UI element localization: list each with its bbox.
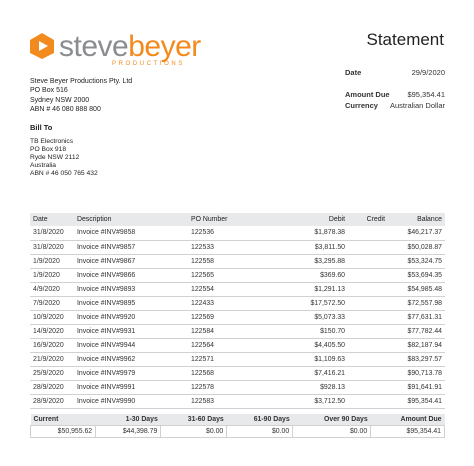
cell-balance: $54,985.48	[388, 282, 445, 296]
table-row	[30, 268, 445, 282]
cell-debit: $928.13	[270, 380, 348, 394]
logo-word-grey: steve	[59, 30, 129, 63]
cell-description: Invoice #INV#9979	[74, 366, 188, 380]
cell-date: 25/9/2020	[30, 366, 74, 380]
cell-po-number: 122536	[188, 226, 270, 240]
meta-amount-due-value: $95,354.41	[407, 90, 445, 99]
cell-balance: $83,297.57	[388, 352, 445, 366]
aging-header-cell: 31-60 Days	[161, 414, 227, 425]
table-row	[30, 366, 445, 380]
meta-currency-label: Currency	[345, 101, 378, 110]
cell-credit	[348, 394, 388, 408]
cell-date: 28/9/2020	[30, 380, 74, 394]
cell-balance: $90,713.78	[388, 366, 445, 380]
cell-po-number: 122569	[188, 310, 270, 324]
cell-date: 16/9/2020	[30, 338, 74, 352]
cell-date: 1/9/2020	[30, 268, 74, 282]
sender-address-line: Steve Beyer Productions Pty. Ltd	[30, 78, 133, 85]
logo-wordmark	[59, 30, 201, 64]
cell-description: Invoice #INV#9895	[74, 296, 188, 310]
cell-credit	[348, 268, 388, 282]
bill-to-heading: Bill To	[30, 123, 53, 132]
cell-po-number: 122554	[188, 282, 270, 296]
cell-po-number: 122568	[188, 366, 270, 380]
cell-credit	[348, 310, 388, 324]
table-row	[30, 324, 445, 338]
bill-to-line: Australia	[30, 162, 57, 169]
transactions-header-row	[30, 213, 445, 226]
meta-date-row	[345, 67, 445, 78]
aging-header-cell: Amount Due	[371, 414, 445, 425]
aging-summary-table	[30, 414, 445, 438]
cell-po-number: 122558	[188, 254, 270, 268]
cell-balance: $50,028.87	[388, 240, 445, 254]
col-header-balance: Balance	[388, 213, 445, 226]
company-logo	[28, 30, 201, 74]
cell-balance: $82,187.94	[388, 338, 445, 352]
transactions-body	[30, 226, 445, 408]
table-row	[30, 380, 445, 394]
cell-description: Invoice #INV#9931	[74, 324, 188, 338]
col-header-date: Date	[30, 213, 74, 226]
cell-description: Invoice #INV#9944	[74, 338, 188, 352]
table-row	[30, 352, 445, 366]
meta-currency-value: Australian Dollar	[389, 101, 445, 110]
aging-value-cell: $44,398.79	[96, 425, 161, 437]
table-row	[30, 240, 445, 254]
cell-balance: $95,354.41	[388, 394, 445, 408]
cell-po-number: 122584	[188, 324, 270, 338]
cell-date: 7/9/2020	[30, 296, 74, 310]
meta-amount-due-label: Amount Due	[345, 90, 390, 99]
aging-values-row	[31, 425, 445, 437]
bill-to-address	[30, 138, 98, 178]
cell-po-number: 122578	[188, 380, 270, 394]
cell-po-number: 122564	[188, 338, 270, 352]
cell-description: Invoice #INV#9858	[74, 226, 188, 240]
cell-po-number: 122433	[188, 296, 270, 310]
cell-description: Invoice #INV#9991	[74, 380, 188, 394]
sender-address	[30, 77, 132, 114]
aging-value-cell: $95,354.41	[371, 425, 445, 437]
meta-date-value: 29/9/2020	[411, 68, 445, 77]
col-header-description: Description	[74, 213, 188, 226]
cell-debit: $17,572.50	[270, 296, 348, 310]
cell-date: 14/9/2020	[30, 324, 74, 338]
cell-date: 31/8/2020	[30, 240, 74, 254]
cell-date: 31/8/2020	[30, 226, 74, 240]
logo-word-orange: beyer	[128, 30, 201, 63]
cell-credit	[348, 240, 388, 254]
aging-value-cell: $0.00	[227, 425, 293, 437]
page-title: Statement	[366, 30, 444, 49]
meta-date-label: Date	[345, 68, 362, 77]
sender-address-line: ABN # 46 080 888 800	[30, 105, 101, 113]
aging-header-row	[31, 414, 445, 425]
col-header-debit: Debit	[270, 213, 348, 226]
meta-amount-due-row	[345, 89, 445, 100]
aging-value-cell: $50,955.62	[31, 425, 96, 437]
cell-credit	[348, 254, 388, 268]
cell-po-number: 122565	[188, 268, 270, 282]
statement-meta	[345, 67, 445, 111]
cell-balance: $53,694.35	[388, 268, 445, 282]
cell-credit	[348, 338, 388, 352]
cell-description: Invoice #INV#9857	[74, 240, 188, 254]
logo-subtitle: PRODUCTIONS	[112, 61, 185, 67]
bill-to-line: TB Electronics	[30, 138, 74, 145]
cell-debit: $7,416.21	[270, 366, 348, 380]
table-row	[30, 254, 445, 268]
table-row	[30, 310, 445, 324]
cell-date: 4/9/2020	[30, 282, 74, 296]
cell-credit	[348, 296, 388, 310]
col-header-po-number: PO Number	[188, 213, 270, 226]
table-row	[30, 282, 445, 296]
cell-debit: $1,878.38	[270, 226, 348, 240]
bill-to-line: PO Box 918	[30, 146, 67, 153]
cell-po-number: 122571	[188, 352, 270, 366]
cell-balance: $77,631.31	[388, 310, 445, 324]
cell-debit: $3,712.50	[270, 394, 348, 408]
aging-header-cell: 1-30 Days	[96, 414, 161, 425]
cell-balance: $46,217.37	[388, 226, 445, 240]
transactions-table	[30, 213, 445, 409]
cell-debit: $3,295.88	[270, 254, 348, 268]
cell-debit: $1,291.13	[270, 282, 348, 296]
aging-value-cell: $0.00	[161, 425, 227, 437]
cell-balance: $53,324.75	[388, 254, 445, 268]
cell-debit: $5,073.33	[270, 310, 348, 324]
bill-to-line: Ryde NSW 2112	[30, 154, 80, 161]
cell-credit	[348, 226, 388, 240]
cell-date: 1/9/2020	[30, 254, 74, 268]
aging-header-cell: Current	[31, 414, 96, 425]
meta-currency-row	[345, 100, 445, 111]
cell-po-number: 122583	[188, 394, 270, 408]
table-row	[30, 338, 445, 352]
aging-value-cell: $0.00	[293, 425, 371, 437]
cell-date: 21/9/2020	[30, 352, 74, 366]
cell-description: Invoice #INV#9866	[74, 268, 188, 282]
aging-header-cell: Over 90 Days	[293, 414, 371, 425]
cell-debit: $1,109.63	[270, 352, 348, 366]
cell-balance: $91,641.91	[388, 380, 445, 394]
cell-credit	[348, 324, 388, 338]
cell-balance: $77,782.44	[388, 324, 445, 338]
cell-balance: $72,557.98	[388, 296, 445, 310]
table-row	[30, 226, 445, 240]
sender-address-line: Sydney NSW 2000	[30, 96, 90, 104]
cell-credit	[348, 282, 388, 296]
cell-credit	[348, 366, 388, 380]
cell-credit	[348, 352, 388, 366]
cell-description: Invoice #INV#9920	[74, 310, 188, 324]
play-badge-icon	[28, 32, 56, 60]
cell-date: 10/9/2020	[30, 310, 74, 324]
cell-description: Invoice #INV#9867	[74, 254, 188, 268]
cell-debit: $369.60	[270, 268, 348, 282]
bill-to-line: ABN # 46 050 765 432	[30, 170, 98, 177]
sender-address-line: PO Box 516	[30, 87, 68, 95]
table-row	[30, 394, 445, 408]
cell-debit: $3,811.50	[270, 240, 348, 254]
col-header-credit: Credit	[348, 213, 388, 226]
cell-po-number: 122533	[188, 240, 270, 254]
cell-debit: $4,405.50	[270, 338, 348, 352]
cell-credit	[348, 380, 388, 394]
cell-date: 28/9/2020	[30, 394, 74, 408]
cell-description: Invoice #INV#9990	[74, 394, 188, 408]
cell-description: Invoice #INV#9893	[74, 282, 188, 296]
aging-header-cell: 61-90 Days	[227, 414, 293, 425]
table-row	[30, 296, 445, 310]
cell-debit: $150.70	[270, 324, 348, 338]
cell-description: Invoice #INV#9962	[74, 352, 188, 366]
